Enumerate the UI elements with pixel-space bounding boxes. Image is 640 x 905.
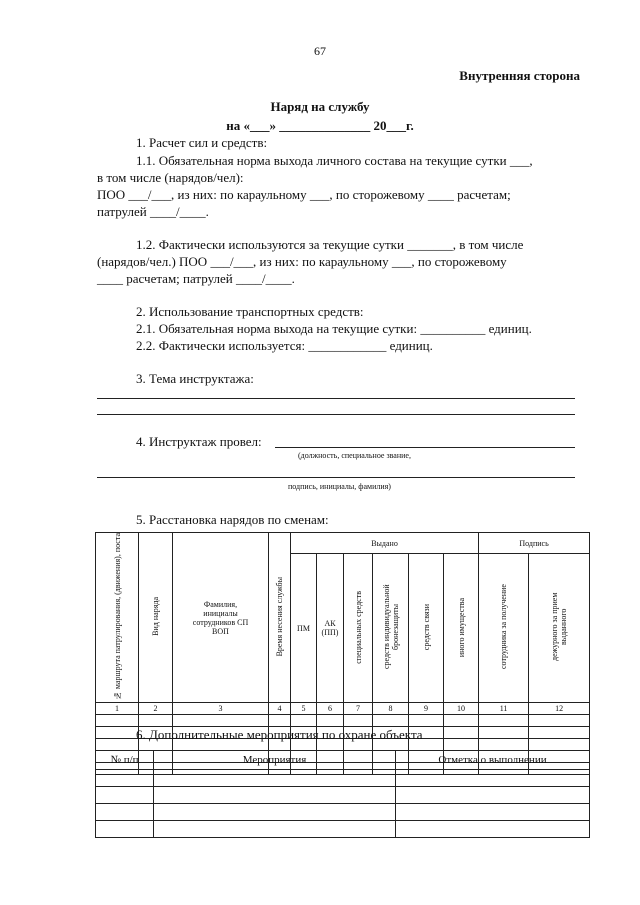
sec4-hint1: (должность, специальное звание, xyxy=(298,451,411,460)
col-number: 4 xyxy=(269,703,291,715)
column-number-row xyxy=(96,703,590,715)
sec3-rule2 xyxy=(97,414,575,415)
col-number: 7 xyxy=(344,703,373,715)
sec6-title: 6. Дополнительные мероприятия по охране объекта xyxy=(136,727,423,742)
sec2-line2: 2.1. Обязательная норма выхода на текущие сутки: __________ единиц. xyxy=(136,321,532,336)
col-names-header: Фамилия, инициалы сотрудников СП ВОП xyxy=(173,533,269,703)
col-row-number-header: № п/п xyxy=(96,751,154,770)
col-receipt-signature-header: сотрудника за получение xyxy=(479,554,529,703)
signature-group-header: Подпись xyxy=(479,533,590,554)
col-number: 8 xyxy=(373,703,409,715)
sec4-hint2: подпись, инициалы, фамилия) xyxy=(288,482,391,491)
sec2-line3: 2.2. Фактически используется: ____________ единиц. xyxy=(136,338,433,353)
issued-group-header: Выдано xyxy=(291,533,479,554)
col-duty-type-header: Вид наряда xyxy=(139,533,173,703)
sec1-line4: ПОО ___/___, из них: по караульному ___, по сторожевому ____ расчетам; xyxy=(97,187,511,202)
sec4-rule2 xyxy=(97,477,575,478)
col-pm-header: ПМ xyxy=(291,554,317,703)
measures-table xyxy=(95,750,590,838)
sec2-line1: 2. Использование транспортных средств: xyxy=(136,304,364,319)
col-completion-header: Отметка о выполнении xyxy=(396,751,590,770)
col-number: 11 xyxy=(479,703,529,715)
col-service-time-header: Время несения службы xyxy=(269,533,291,703)
sec1-line2: 1.1. Обязательная норма выхода личного состава на текущие сутки ___, xyxy=(136,153,533,168)
sec1-line8: ____ расчетам; патрулей ____/____. xyxy=(97,271,295,286)
document-title: Наряд на службу xyxy=(270,99,370,114)
table-row[interactable] xyxy=(96,715,590,727)
page-number: 67 xyxy=(314,44,326,58)
col-number: 3 xyxy=(173,703,269,715)
col-special-means-header: специальных средств xyxy=(344,554,373,703)
sec3-rule1 xyxy=(97,398,575,399)
col-number: 2 xyxy=(139,703,173,715)
sec4-line1: 4. Инструктаж провел: xyxy=(136,434,262,449)
col-number: 9 xyxy=(409,703,444,715)
sec3-line1: 3. Тема инструктажа: xyxy=(136,371,254,386)
col-number: 12 xyxy=(529,703,590,715)
table-row[interactable] xyxy=(96,770,590,787)
col-armor-header: средств индивидуальной бронезащиты xyxy=(373,554,409,703)
col-route-number-header: № маршрута патрулирования, (движения), поста xyxy=(96,533,139,703)
sec5-title: 5. Расстановка нарядов по сменам: xyxy=(136,512,329,527)
sec1-line7: (нарядов/чел.) ПОО ___/___, из них: по караульному ___, по сторожевому xyxy=(97,254,507,269)
sec4-rule1 xyxy=(275,447,575,448)
sec1-line3: в том числе (нарядов/чел): xyxy=(97,170,244,185)
col-measures-header: Мероприятия xyxy=(154,751,396,770)
sec1-line1: 1. Расчет сил и средств: xyxy=(136,135,268,150)
col-number: 5 xyxy=(291,703,317,715)
sec1-line5: патрулей ____/____. xyxy=(97,204,209,219)
date-line: на «___» ______________ 20___г. xyxy=(226,118,414,133)
col-number: 6 xyxy=(317,703,344,715)
table-row[interactable] xyxy=(96,821,590,838)
col-ak-header: АК (ПП) xyxy=(317,554,344,703)
sec1-line6: 1.2. Фактически используются за текущие сутки _______, в том числе xyxy=(136,237,524,252)
table-row[interactable] xyxy=(96,787,590,804)
side-label: Внутренняя сторона xyxy=(459,68,580,83)
col-number: 1 xyxy=(96,703,139,715)
col-acceptance-signature-header: дежурного за прием выданного xyxy=(529,554,590,703)
col-number: 10 xyxy=(444,703,479,715)
table-row[interactable] xyxy=(96,804,590,821)
col-comms-header: средств связи xyxy=(409,554,444,703)
col-other-property-header: иного имущества xyxy=(444,554,479,703)
